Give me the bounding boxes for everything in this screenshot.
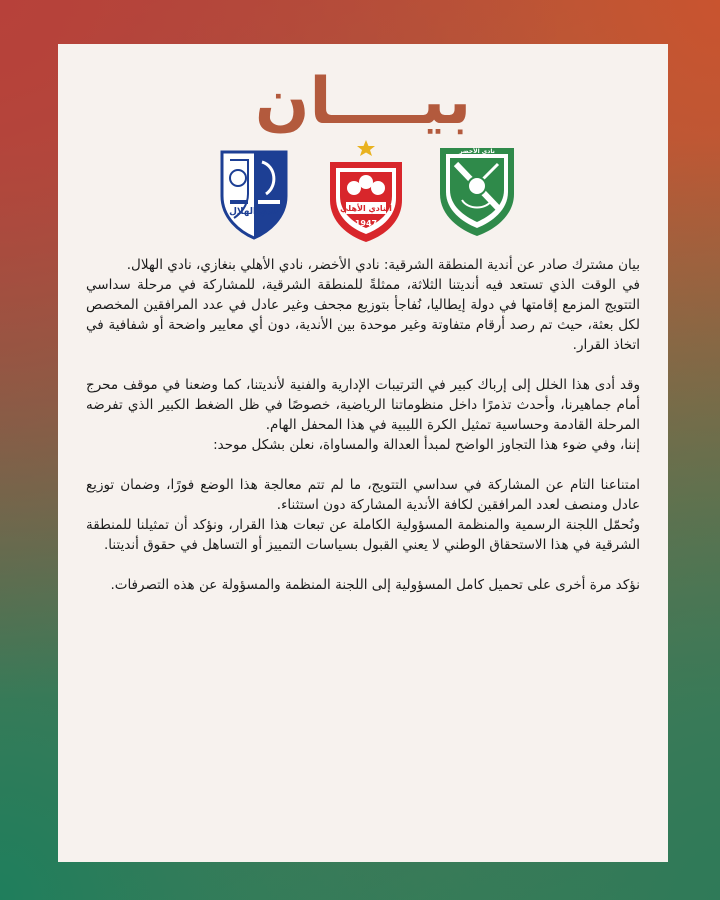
statement-intro: بيان مشترك صادر عن أندية المنطقة الشرقية: نادي الأخضر، نادي الأهلي بنغازي، نادي الهلال. bbox=[126, 257, 640, 273]
ahli-crest-icon bbox=[324, 140, 408, 244]
statement-paragraph-withdrawal: امتناعنا التام عن المشاركة في سداسي التتويج، ما لم تتم معالجة هذا الوضع فورًا، وضمان توزيع عادل ومنصف لعدد المرافقين لكافة الأندية المشاركة دون استثناء. bbox=[86, 477, 640, 513]
statement-paragraph-declaration: إننا، وفي ضوء هذا التجاوز الواضح لمبدأ العدالة والمساواة، نعلن بشكل موحد: bbox=[213, 437, 640, 453]
hilal-crest-icon bbox=[216, 148, 292, 240]
statement-body bbox=[86, 255, 640, 595]
hilal-club-logo bbox=[216, 148, 292, 240]
ahli-club-logo bbox=[324, 140, 408, 244]
statement-paragraph-impact: وقد أدى هذا الخلل إلى إرباك كبير في الترتيبات الإدارية والفنية لأنديتنا، كما وضعنا في موقف محرج أمام جماهيرنا، وأحدث تذمرًا داخل منظوماتنا الرياضية، خصوصًا في ظل الضغط الكبير الذي تفرضه المرحلة القادمة وحساسية تمثيل الكرة الليبية في هذا المحفل الهام. bbox=[86, 377, 640, 433]
statement-card bbox=[58, 44, 668, 862]
statement-paragraph-context: في الوقت الذي تستعد فيه أنديتنا الثلاثة، ممثلةً للمنطقة الشرقية، للمشاركة في مرحلة سداسي التتويج المزمع إقامتها في دولة إيطاليا، نُفاجأ بتوزيع مجحف وغير عادل في عدد المرافقين المخصص لكل بعثة، حيث تم رصد أرقام متفاوتة وغير موحدة بين الأندية، دون أي معايير واضحة أو شفافية في اتخاذ القرار. bbox=[86, 277, 640, 353]
ahli-founding-year: 1947 bbox=[354, 219, 378, 228]
page-title: بيــــان bbox=[254, 65, 472, 139]
statement-paragraph-responsibility: ونُحمّل اللجنة الرسمية والمنظمة المسؤولية الكاملة عن تبعات هذا القرار، ونؤكد أن تمثيلنا للمنطقة الشرقية في هذا الاستحقاق الوطني لا يعني القبول بسياسات التمييز أو التساهل في حقوق أنديتنا. bbox=[86, 517, 640, 553]
akhdar-crest-icon bbox=[436, 144, 518, 238]
akhdar-name-text: نادي الأخضر bbox=[459, 148, 495, 155]
hilal-name-text: نادي الهلال bbox=[229, 207, 279, 217]
statement-paragraph-closing: نؤكد مرة أخرى على تحميل كامل المسؤولية إلى اللجنة المنظمة والمسؤولة عن هذه التصرفات. bbox=[110, 577, 640, 593]
akhdar-club-logo bbox=[436, 144, 518, 238]
ahli-name-text: النادي الأهلي bbox=[340, 204, 392, 213]
